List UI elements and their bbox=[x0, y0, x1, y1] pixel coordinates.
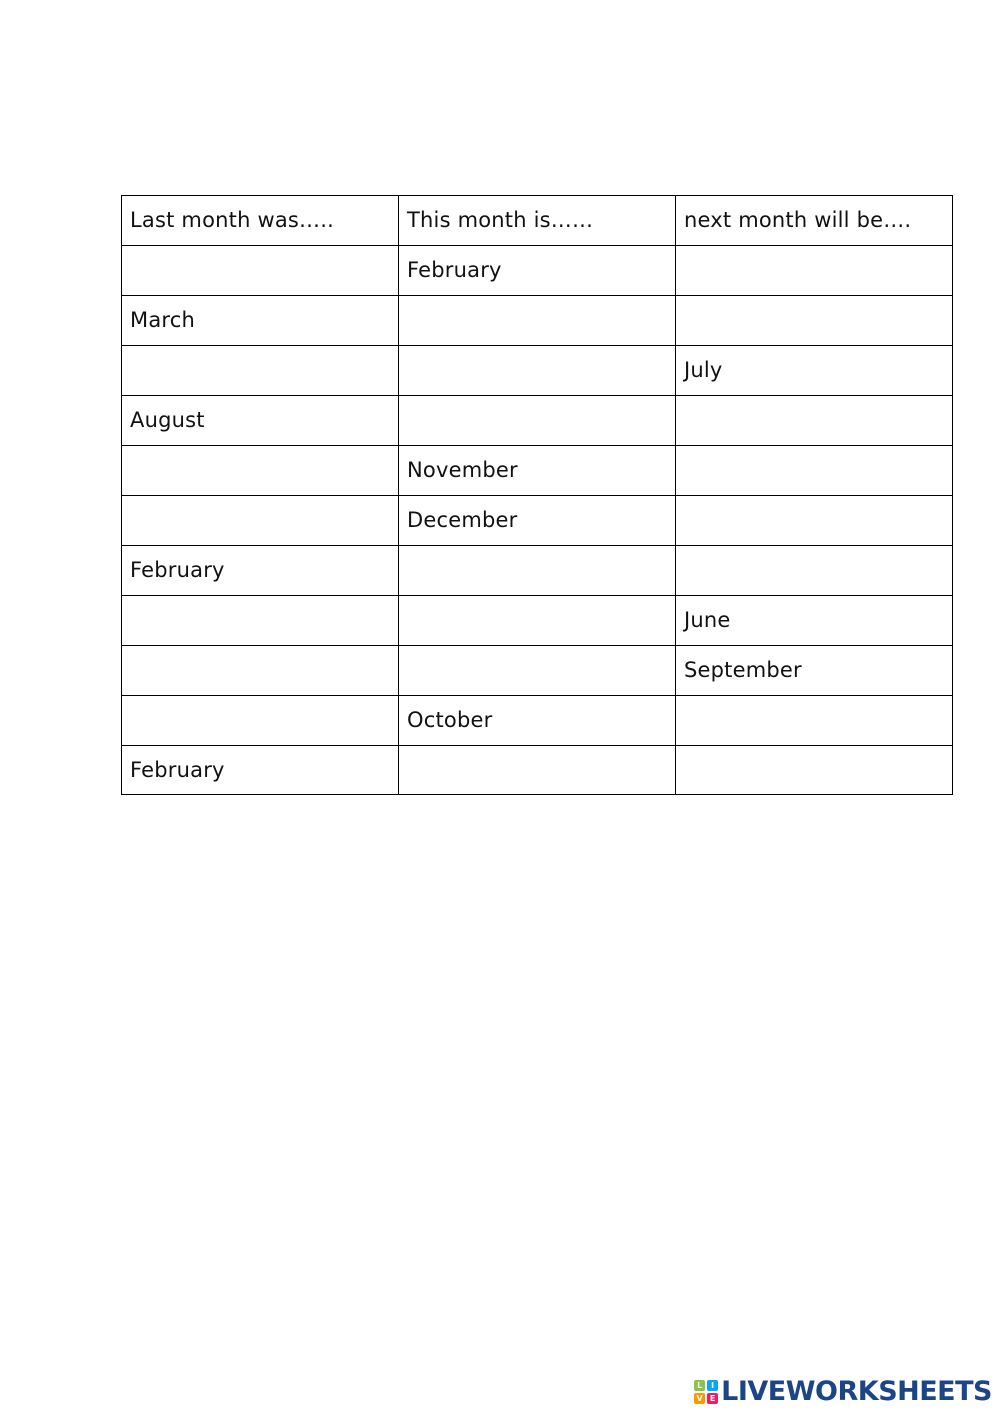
header-this-month: This month is…… bbox=[399, 196, 676, 246]
this-month-answer-input[interactable] bbox=[407, 396, 675, 445]
table-row bbox=[122, 446, 953, 496]
next-month-answer-cell[interactable] bbox=[676, 296, 953, 346]
this-month-answer-input[interactable] bbox=[407, 596, 675, 645]
table-row bbox=[122, 246, 953, 296]
last-month-answer-cell[interactable] bbox=[122, 446, 399, 496]
last-month-given-cell: February bbox=[122, 746, 399, 795]
last-month-answer-input[interactable] bbox=[130, 446, 398, 495]
last-month-given-cell: March bbox=[122, 296, 399, 346]
this-month-answer-input[interactable] bbox=[407, 646, 675, 695]
this-month-answer-cell[interactable] bbox=[399, 596, 676, 646]
last-month-answer-input[interactable] bbox=[130, 346, 398, 395]
table-body bbox=[122, 246, 953, 795]
next-month-answer-cell[interactable] bbox=[676, 496, 953, 546]
next-month-answer-input[interactable] bbox=[684, 446, 952, 495]
last-month-answer-cell[interactable] bbox=[122, 596, 399, 646]
table-row bbox=[122, 696, 953, 746]
next-month-answer-cell[interactable] bbox=[676, 246, 953, 296]
table-row bbox=[122, 596, 953, 646]
logo-letter-square: E bbox=[707, 1393, 718, 1404]
this-month-answer-cell[interactable] bbox=[399, 746, 676, 795]
table-row bbox=[122, 296, 953, 346]
last-month-answer-input[interactable] bbox=[130, 496, 398, 545]
last-month-answer-cell[interactable] bbox=[122, 496, 399, 546]
next-month-answer-cell[interactable] bbox=[676, 446, 953, 496]
next-month-given-cell: June bbox=[676, 596, 953, 646]
logo-letter-square: L bbox=[694, 1380, 705, 1391]
table-row bbox=[122, 646, 953, 696]
last-month-answer-input[interactable] bbox=[130, 646, 398, 695]
next-month-answer-cell[interactable] bbox=[676, 546, 953, 596]
last-month-answer-input[interactable] bbox=[130, 246, 398, 295]
next-month-answer-cell[interactable] bbox=[676, 746, 953, 795]
next-month-answer-input[interactable] bbox=[684, 296, 952, 345]
this-month-answer-cell[interactable] bbox=[399, 346, 676, 396]
last-month-answer-cell[interactable] bbox=[122, 346, 399, 396]
this-month-answer-cell[interactable] bbox=[399, 646, 676, 696]
last-month-given-cell: August bbox=[122, 396, 399, 446]
liveworksheets-brand bbox=[694, 1376, 992, 1407]
header-next-month: next month will be…. bbox=[676, 196, 953, 246]
this-month-answer-cell[interactable] bbox=[399, 546, 676, 596]
this-month-given-cell: February bbox=[399, 246, 676, 296]
table-row bbox=[122, 496, 953, 546]
this-month-given-cell: November bbox=[399, 446, 676, 496]
this-month-answer-input[interactable] bbox=[407, 546, 675, 595]
next-month-answer-cell[interactable] bbox=[676, 696, 953, 746]
last-month-given-cell: February bbox=[122, 546, 399, 596]
next-month-answer-input[interactable] bbox=[684, 696, 952, 745]
this-month-given-cell: October bbox=[399, 696, 676, 746]
header-last-month: Last month was….. bbox=[122, 196, 399, 246]
last-month-answer-cell[interactable] bbox=[122, 646, 399, 696]
next-month-answer-input[interactable] bbox=[684, 546, 952, 595]
brand-name: LIVEWORKSHEETS bbox=[721, 1376, 992, 1407]
this-month-given-cell: December bbox=[399, 496, 676, 546]
last-month-answer-cell[interactable] bbox=[122, 696, 399, 746]
months-table bbox=[121, 195, 953, 795]
next-month-answer-input[interactable] bbox=[684, 746, 952, 794]
table-row bbox=[122, 346, 953, 396]
this-month-answer-input[interactable] bbox=[407, 296, 675, 345]
this-month-answer-input[interactable] bbox=[407, 746, 675, 794]
this-month-answer-cell[interactable] bbox=[399, 296, 676, 346]
logo-letter-square: I bbox=[707, 1380, 718, 1391]
liveworksheets-logo-icon bbox=[694, 1380, 718, 1404]
table-header-row bbox=[122, 196, 953, 246]
next-month-answer-cell[interactable] bbox=[676, 396, 953, 446]
next-month-answer-input[interactable] bbox=[684, 496, 952, 545]
this-month-answer-cell[interactable] bbox=[399, 396, 676, 446]
next-month-given-cell: September bbox=[676, 646, 953, 696]
table-row bbox=[122, 396, 953, 446]
table-row bbox=[122, 546, 953, 596]
next-month-answer-input[interactable] bbox=[684, 396, 952, 445]
next-month-given-cell: July bbox=[676, 346, 953, 396]
last-month-answer-input[interactable] bbox=[130, 596, 398, 645]
table-row bbox=[122, 746, 953, 795]
next-month-answer-input[interactable] bbox=[684, 246, 952, 295]
last-month-answer-cell[interactable] bbox=[122, 246, 399, 296]
logo-letter-square: V bbox=[694, 1393, 705, 1404]
this-month-answer-input[interactable] bbox=[407, 346, 675, 395]
last-month-answer-input[interactable] bbox=[130, 696, 398, 745]
